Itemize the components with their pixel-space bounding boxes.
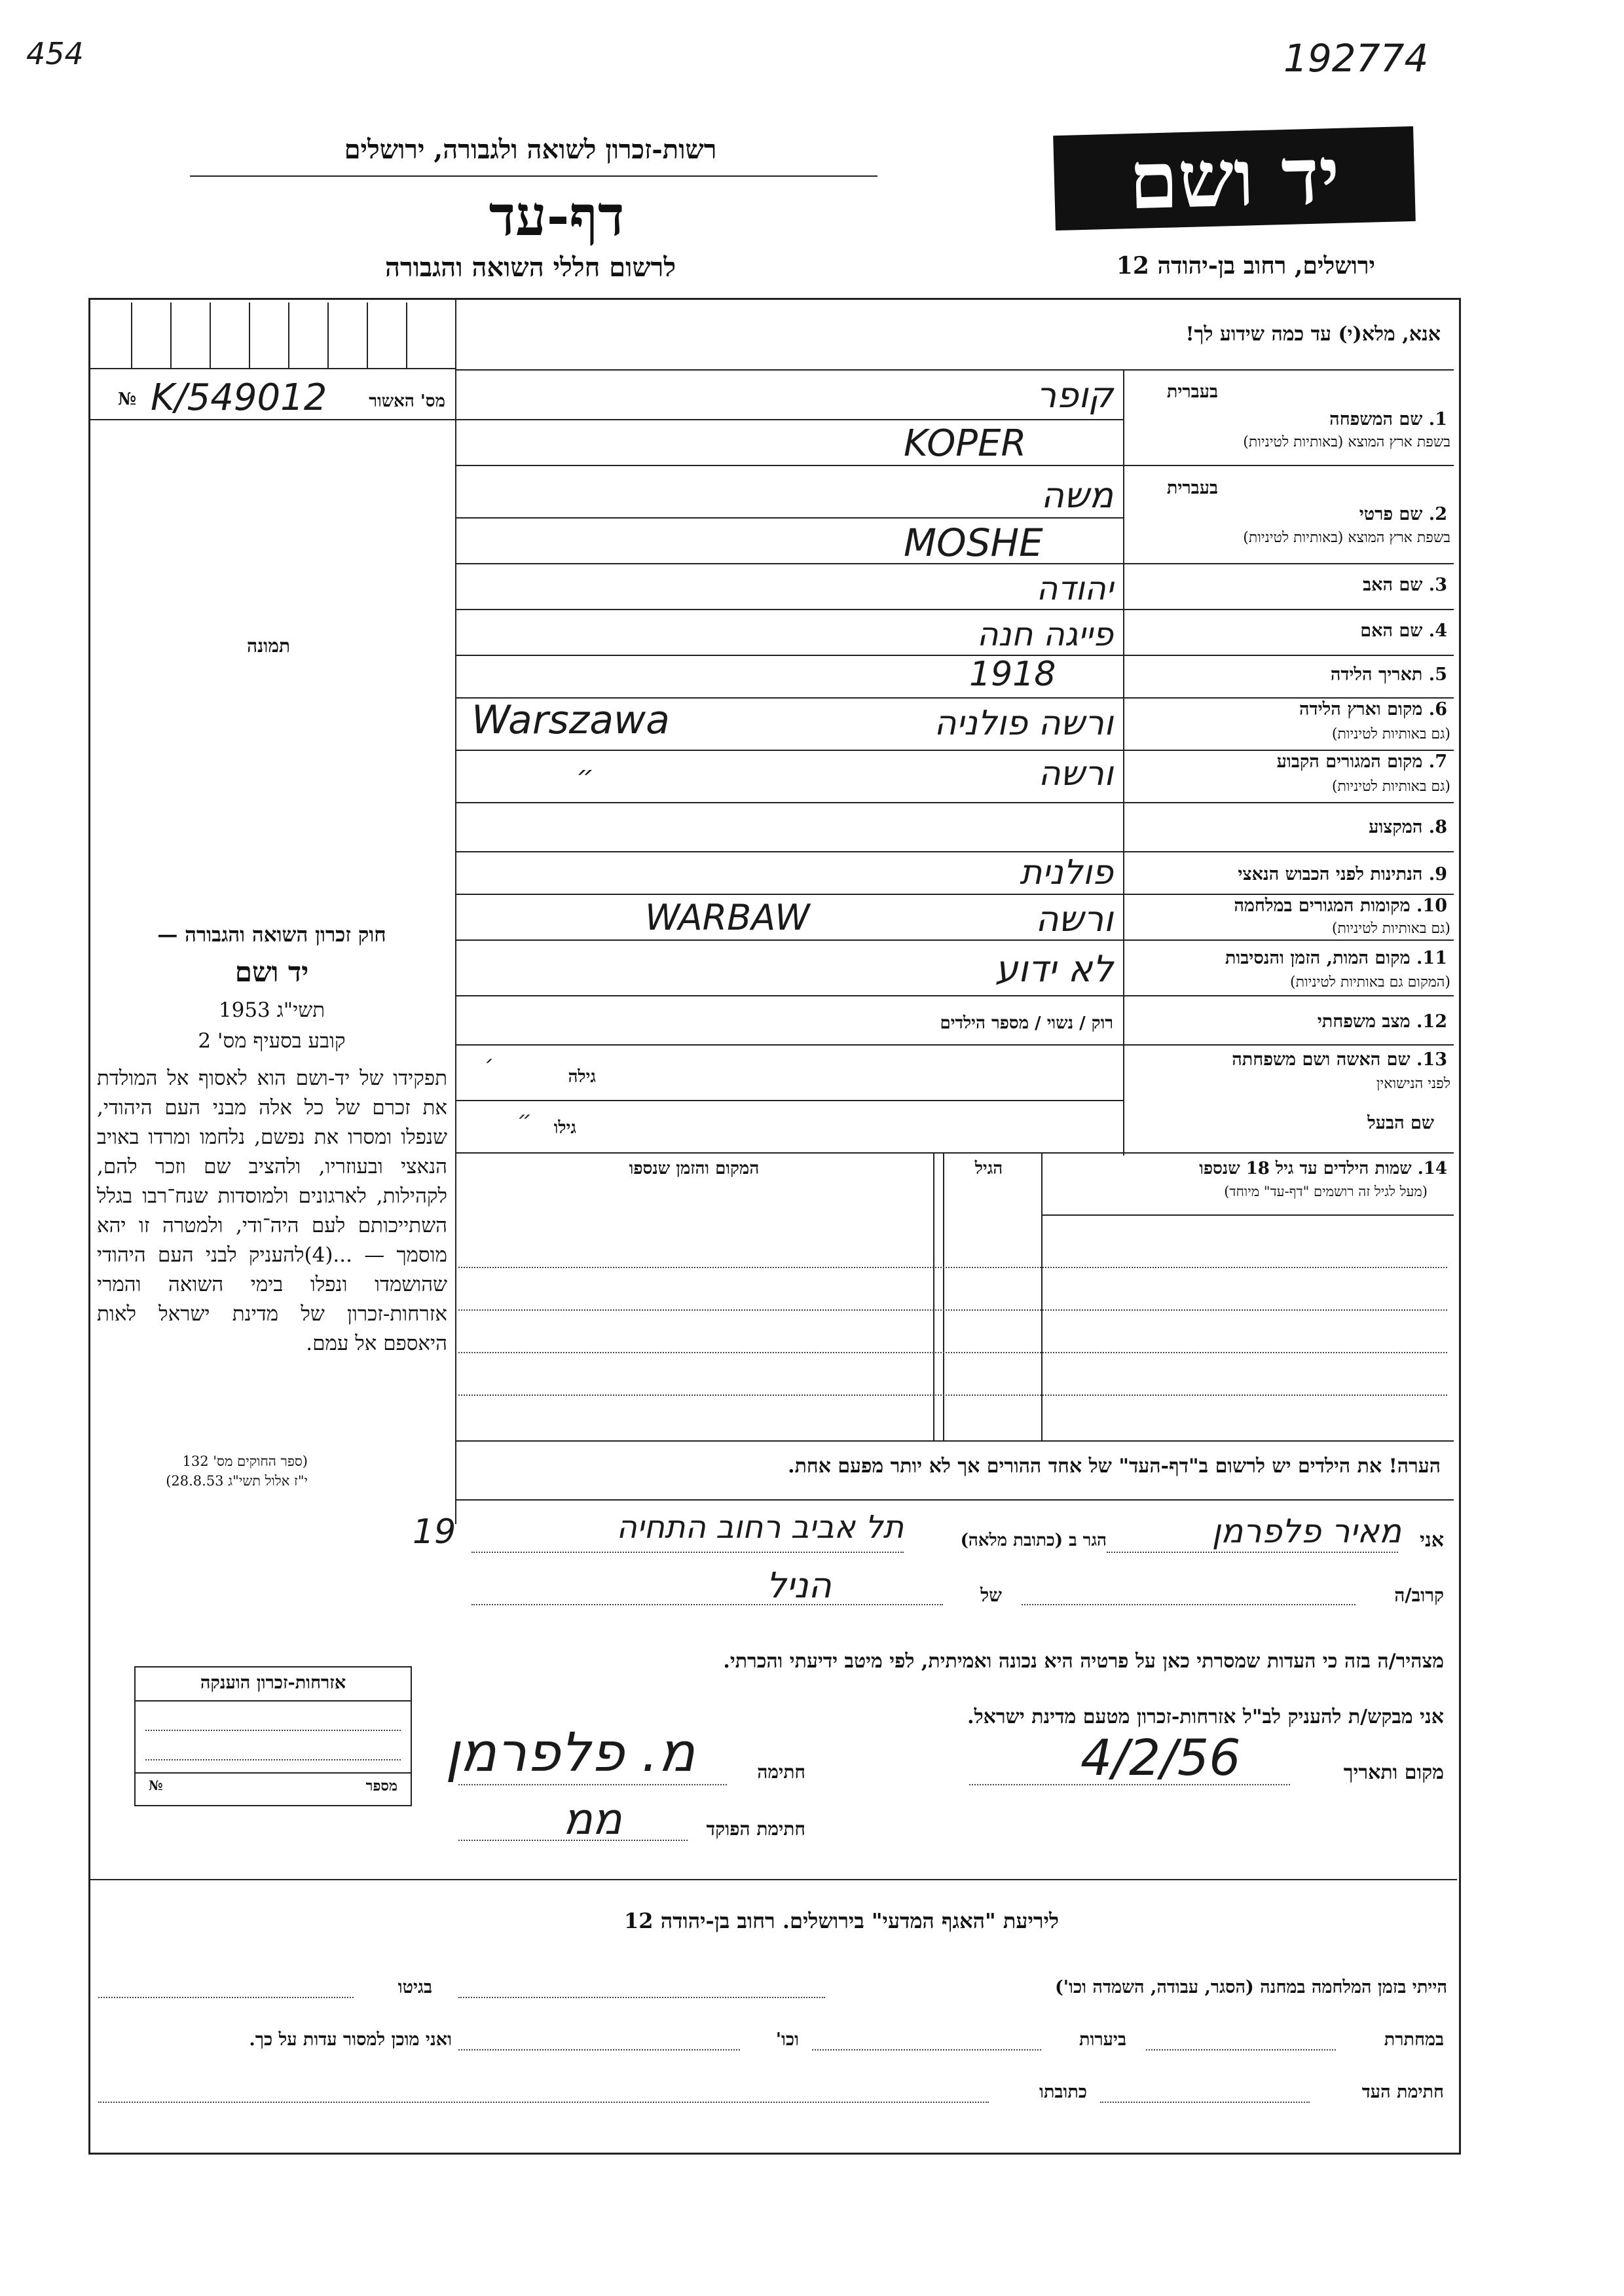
field-12-label: 12. מצב משפחתי: [1317, 1011, 1447, 1032]
children-col-1: [1041, 1152, 1043, 1440]
underground-ghetto-label: בגיטו: [397, 1977, 432, 1997]
signature-label: חתימה: [757, 1761, 805, 1783]
children-title: 14. שמות הילדים עד גיל 18 שנספו: [1199, 1159, 1447, 1178]
underground-camp-line: [458, 1997, 825, 1998]
underground-divider: [90, 1879, 1457, 1880]
field-8-label: 8. המקצוע: [1369, 817, 1447, 837]
note-text: הערה! את הילדים יש לרשום ב"דף-העד" של אחד ההורים אך לא יותר מפעם אחת.: [788, 1455, 1441, 1478]
witness-address-label: כתובתו: [1039, 2082, 1087, 2102]
field-11-value: לא ידוע: [995, 948, 1113, 991]
declarant-name: מאיר פלפרמן: [1211, 1512, 1401, 1550]
relative-label: קרוב/ה: [1394, 1584, 1444, 1606]
instruction-text: אנא, מלא(י) עד כמה שידוע לך!: [1185, 323, 1441, 346]
note-bottom-line: [455, 1499, 1454, 1501]
field-2-sub: בשפת ארץ המוצא (באותיות לטיניות): [1243, 530, 1450, 546]
witness-address-line: [98, 2102, 989, 2103]
approval-value: K/549012: [151, 376, 327, 419]
underground-forests-label: ביערות: [1079, 2030, 1126, 2050]
children-col-2: [943, 1152, 944, 1440]
officer-signature: ממ: [563, 1794, 622, 1844]
field-11-sub: (המקום גם באותיות לטיניות): [1290, 974, 1450, 991]
citizenship-title: אזרחות-זכרון הוענקה: [200, 1673, 346, 1693]
declaration-statement: מצהיר/ה בזה כי העדות שמסרתי כאן על פרטיה היא נכונה ואמיתית, לפי מיטב ידיעתי והכרתי.: [723, 1650, 1444, 1673]
citizenship-request: אני מבקש/ת להעניק לב"ל אזרחות-זכרון מטעם מדינת ישראל.: [967, 1705, 1444, 1728]
living-label: הגר ב (כתובת מלאה): [960, 1531, 1107, 1550]
field-4-value: פייגה חנה: [976, 615, 1113, 653]
field-9-label: 9. הנתינות לפני הכבוש הנאצי: [1238, 864, 1447, 884]
children-sub: (מעל לגיל זה רושמים "דף-עד" מיוחד): [1224, 1184, 1428, 1199]
approval-bottom-line: [90, 419, 455, 420]
header-address: ירושלים, רחוב בן-יהודה 12: [1116, 252, 1375, 280]
field-5-label: 5. תאריך הלידה: [1330, 665, 1447, 685]
officer-line: [458, 1840, 688, 1841]
underground-ghetto-line: [98, 1997, 354, 1998]
archive-number-left: 454: [26, 36, 84, 71]
field-12-options: רוק / נשוי / מספר הילדים: [940, 1013, 1113, 1033]
underground-resistance-line: [1146, 2049, 1336, 2050]
field-6-label: 6. מקום וארץ הלידה: [1299, 699, 1447, 720]
field-6-sub: (גם באותיות לטיניות): [1331, 726, 1450, 742]
field-6-value-latin: Warszawa: [471, 697, 670, 743]
relative-line: [1022, 1604, 1356, 1605]
declarant-signature: מ. פלפרמן: [445, 1722, 695, 1784]
relation-line: [471, 1604, 943, 1605]
field-13-age-mark: ׳: [485, 1051, 494, 1077]
husband-label: שם הבעל: [1367, 1113, 1434, 1133]
citizenship-number-label: מספר: [365, 1777, 397, 1795]
law-text: תפקידו של יד-ושם הוא לאסוף אל המולדת את זכרם של כל אלה מבני העם היהודי, שנפלו ומסרו את נפשם, נלחמו ומרדו באויב הנאצי ובעוזריו, ולהציב שם וזכר להם, לקהילות, לארגונים ולמוסדות שנח־רבו בגלל השתייכותם לעם היה־ודי, ולמטרה זו יהא מוסמך — ...(4)להעניק לבני העם היהודי שהושמדו ונפלו בימי השואה והמרי אזרחות-זכרון של מדינת ישראל לאות היאספם אל עמם.: [97, 1066, 447, 1355]
form-subtitle: לרשום חללי השואה והגבורה: [384, 252, 676, 283]
field-7-value: ורשה: [1038, 754, 1113, 793]
place-date-label: מקום ותאריך: [1343, 1761, 1444, 1784]
officer-label: חתימת הפוקד: [706, 1818, 805, 1840]
citizenship-box: [134, 1666, 412, 1806]
field-1-label: 1. שם המשפחה: [1329, 409, 1447, 429]
field-1-value-latin: KOPER: [904, 422, 1027, 465]
field-13-age-label: גילה: [568, 1067, 596, 1087]
date-line: [969, 1784, 1290, 1785]
children-col-place: המקום והזמן שנספו: [629, 1159, 760, 1178]
husband-age-mark: ״: [517, 1106, 532, 1133]
field-2-value-he: משה: [1041, 475, 1113, 516]
witness-signature-label: חתימת העד: [1361, 2082, 1444, 2102]
field-4-label: 4. שם האם: [1360, 621, 1447, 641]
underground-etc-label: וכו': [775, 2030, 799, 2050]
declaration-date: 4/2/56: [1080, 1728, 1241, 1787]
law-year: תשי"ג 1953: [218, 998, 325, 1022]
field-10-value: ורשה: [1035, 898, 1113, 939]
declarant-address: תל אביב רחוב התחיה: [616, 1509, 904, 1546]
authority-underline: [190, 175, 877, 177]
field-6-value: ורשה פולניה: [934, 704, 1113, 743]
citizenship-number-symbol: №: [149, 1777, 163, 1793]
field-11-label: 11. מקום המות, הזמן והנסיבות: [1225, 948, 1447, 968]
field-7-sub: (גם באותיות לטיניות): [1331, 778, 1450, 795]
declarant-address-line: [471, 1552, 904, 1553]
field-2-tag: בעברית: [1166, 478, 1218, 498]
field-10-label: 10. מקומות המגורים במלחמה: [1234, 896, 1447, 916]
children-col-3: [933, 1152, 934, 1440]
underground-etc-line: [458, 2049, 740, 2050]
yad-vashem-logo: [1053, 126, 1416, 230]
field-9-value: פולנית: [1020, 853, 1113, 892]
law-title: חוק זכרון השואה והגבורה —: [157, 923, 386, 947]
approval-label: מס' האשור: [369, 392, 445, 411]
field-7-value-mark: ״: [576, 759, 595, 792]
law-clause: קובע בסעיף מס' 2: [198, 1029, 346, 1053]
field-13-sub: לפני הנישואין: [1376, 1076, 1450, 1092]
logo-text: יד ושם: [1128, 129, 1341, 228]
field-10-value-latin: WARBAW: [645, 897, 810, 938]
archive-number-right: 192774: [1283, 36, 1429, 81]
witness-signature-line: [1100, 2102, 1310, 2103]
field-3-label: 3. שם האב: [1363, 575, 1447, 595]
field-2-label: 2. שם פרטי: [1359, 504, 1447, 524]
underground-resistance-label: במחתרת: [1384, 2030, 1444, 2050]
declarant-i-label: אני: [1420, 1529, 1444, 1552]
field-1-value-he: קופר: [1036, 374, 1113, 416]
field-7-label: 7. מקום המגורים הקבוע: [1276, 752, 1447, 772]
field-3-value: יהודה: [1036, 570, 1113, 608]
field-13-label: 13. שם האשה ושם משפחתה: [1232, 1049, 1447, 1070]
label-column-border: [1123, 370, 1124, 1156]
underground-ready-label: ואני מוכן למסור עדות על כך.: [249, 2030, 452, 2050]
authority-title: רשות-זכרון לשואה ולגבורה, ירושלים: [344, 134, 717, 165]
underground-forests-line: [812, 2049, 1041, 2050]
underground-camp-label: הייתי בזמן המלחמה במחנה (הסגר, עבודה, השמדה וכו'): [1054, 1977, 1447, 1997]
field-10-sub: (גם באותיות לטיניות): [1331, 920, 1450, 937]
underground-title: ליריעת "האגף המדעי" בירושלים. רחוב בן-יהודה 12: [624, 1908, 1059, 1933]
field-5-value: 1918: [969, 655, 1056, 694]
declarant-house-number: 19: [413, 1512, 456, 1552]
relation-value: הניל: [766, 1565, 832, 1606]
of-label: של: [980, 1584, 1002, 1606]
form-title: דף-עד: [489, 183, 625, 248]
law-name: יד ושם: [234, 956, 309, 988]
field-1-sub: בשפת ארץ המוצא (באותיות לטיניות): [1243, 434, 1450, 450]
note-top-line: [455, 1440, 1454, 1442]
law-ref-1: (ספר החוקים מס' 132: [182, 1453, 308, 1469]
approval-no-symbol: №: [118, 390, 137, 409]
photo-label: תמונה: [246, 635, 291, 657]
field-1-tag: בעברית: [1166, 382, 1218, 402]
declarant-name-line: [1107, 1552, 1398, 1553]
signature-line: [458, 1784, 727, 1785]
field-2-value-latin: MOSHE: [904, 520, 1043, 565]
law-ref-2: י"ז אלול תשי"ג 28.8.53): [166, 1473, 308, 1489]
children-col-age: הגיל: [974, 1159, 1003, 1178]
husband-age-label: גילו: [553, 1118, 576, 1138]
